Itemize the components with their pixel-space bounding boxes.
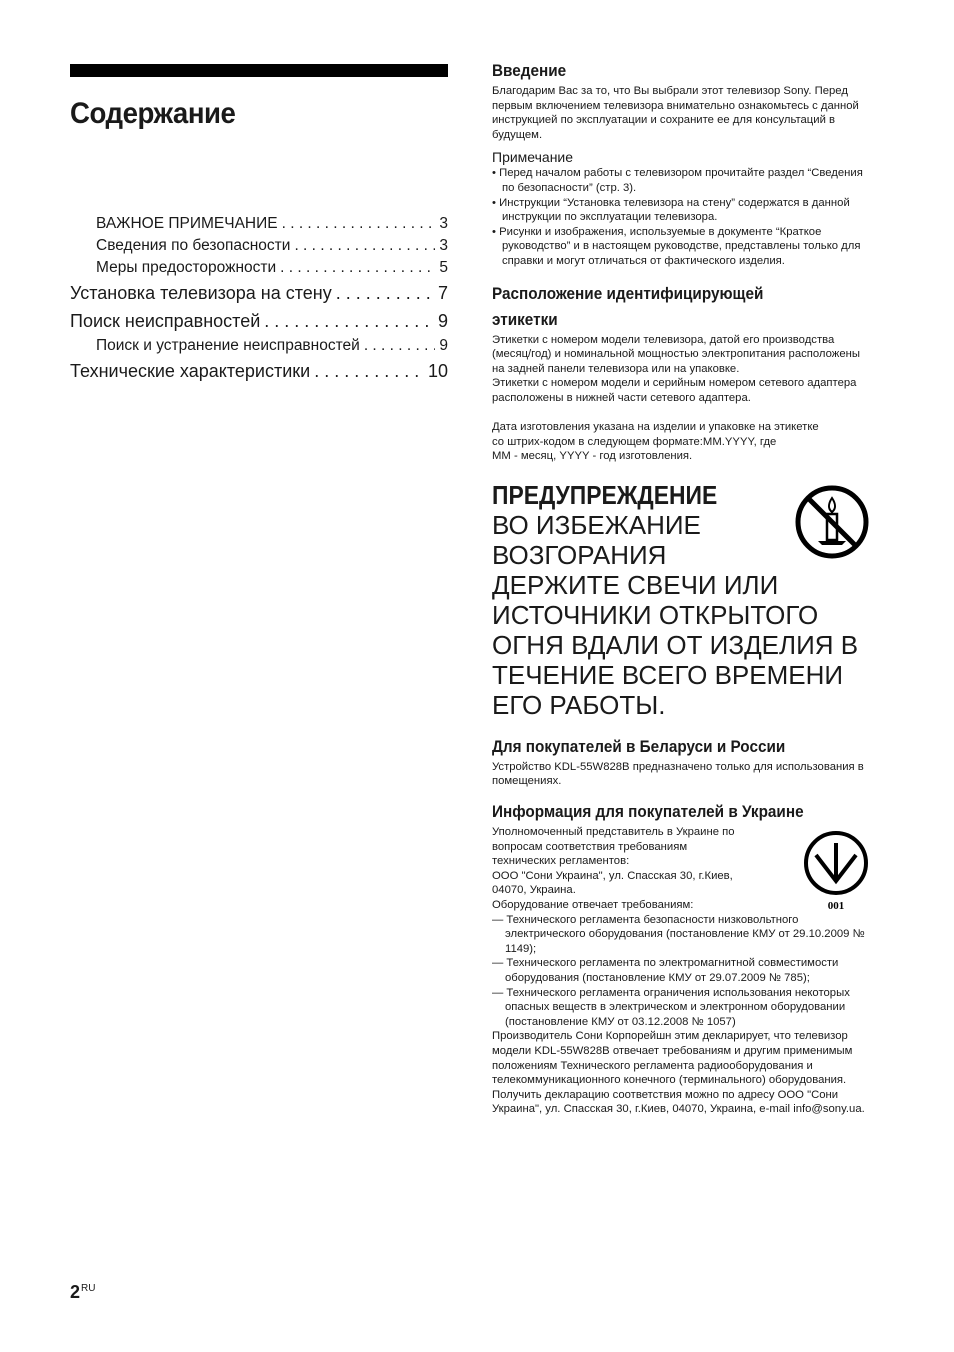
- toc-entry-page: 9: [437, 311, 448, 331]
- requirement-item: — Технического регламента ограничения использования некоторых опасных веществ в электрическом и электронном оборудовании (постановление КМУ от 03.12.2008 № 1057): [492, 986, 850, 1028]
- toc-entry-important-note[interactable]: [70, 215, 448, 237]
- toc-leader: [294, 237, 435, 255]
- warning-block: [492, 480, 872, 720]
- ukraine-line: ООО "Сони Украина", ул. Спасская 30, г.Киев,: [492, 869, 733, 882]
- toc-entry-wall-mount[interactable]: [70, 283, 448, 309]
- toc-leader: [336, 283, 434, 304]
- ukraine-line: вопросам соответствия требованиям: [492, 840, 688, 853]
- belarus-heading: Для покупателей в Беларуси и России: [492, 736, 786, 756]
- note-item: • Перед началом работы с телевизором прочитайте раздел “Сведения по безопасности” (стр. 3).: [492, 167, 863, 194]
- intro-text: Благодарим Вас за то, что Вы выбрали этот телевизор Sony. Перед первым включением телевизора внимательно ознакомьтесь с данной инструкцией по эксплуатации и сохраните ее для консультаций в будущем.: [492, 85, 859, 141]
- warning-line: ВОЗГОРАНИЯ: [492, 539, 667, 570]
- label-heading-line2: этикетки: [492, 309, 558, 329]
- toc-leader: [264, 311, 434, 332]
- page-number: [70, 1282, 95, 1303]
- toc-leader: [314, 361, 424, 382]
- belarus-text: Устройство KDL-55W828B предназначено только для использования в помещениях.: [492, 760, 864, 788]
- declaration-text: Производитель Сони Корпорейшн этим декларирует, что телевизор модели KDL-55W828B отвечает требованиям и другим применимым положениям Технического регламента радиооборудования и телекоммуникационного конечного (терминального) оборудования. Получить декларацию соответствия можно по адресу ООО "Сони Украина", ул. Спасская 30, г.Киев, 04070, Украина, e-mail info@sony.ua.: [492, 1030, 865, 1116]
- warning-line: ОГНЯ ВДАЛИ ОТ ИЗДЕЛИЯ В: [492, 629, 859, 660]
- ukraine-heading: Информация для покупателей в Украине: [492, 802, 804, 822]
- label-para-3-line1: Дата изготовления указана на изделии и упаковке на этикетке: [492, 421, 819, 434]
- toc-column: [70, 64, 448, 387]
- label-para-3-line3: MM - месяц, YYYY - год изготовления.: [492, 450, 693, 463]
- toc-list: [70, 215, 448, 387]
- ukrainian-conformity-mark-icon: [802, 829, 870, 911]
- requirement-item: — Технического регламента безопасности низковольтного электрического оборудования (постановление КМУ от 29.10.2009 № 1149);: [492, 913, 865, 955]
- content-column: [492, 58, 872, 1117]
- toc-entry-page: 3: [439, 215, 448, 232]
- warning-title: ПРЕДУПРЕЖДЕНИЕ: [492, 479, 718, 510]
- note-item: • Инструкции “Установка телевизора на стену” содержатся в данной инструкции по эксплуатации телевизора.: [492, 196, 850, 224]
- note-heading: Примечание: [492, 149, 574, 166]
- ukraine-line: Уполномоченный представитель в Украине по: [492, 826, 735, 839]
- toc-entry-label: Установка телевизора на стену: [70, 283, 332, 303]
- warning-line: ДЕРЖИТЕ СВЕЧИ ИЛИ: [492, 569, 779, 600]
- ukraine-line: 04070, Украина.: [492, 884, 576, 897]
- label-para-1: Этикетки с номером модели телевизора, датой его производства (месяц/год) и номинальной мощностью электропитания расположены на задней панели телевизора или на упаковке.: [492, 333, 860, 375]
- toc-entry-label: ВАЖНОЕ ПРИМЕЧАНИЕ: [96, 215, 278, 232]
- toc-leader: [280, 259, 435, 277]
- warning-line: ВО ИЗБЕЖАНИЕ: [492, 509, 701, 540]
- toc-entry-page: 5: [439, 259, 448, 276]
- note-item: • Рисунки и изображения, используемые в документе “Краткое руководство” и в настоящем руководстве, представлены только для справки и могут отличаться от фактического изделия.: [492, 225, 861, 267]
- toc-entry-label: Поиск неисправностей: [70, 311, 261, 331]
- toc-entry-troubleshooting-sub[interactable]: [70, 337, 448, 359]
- toc-entry-label: Технические характеристики: [70, 361, 311, 381]
- warning-line: ЕГО РАБОТЫ.: [492, 689, 666, 720]
- title-bar-decoration: [70, 64, 448, 77]
- ukraine-line: Оборудование отвечает требованиям:: [492, 899, 694, 912]
- toc-entry-label: Меры предосторожности: [96, 259, 277, 276]
- page-lang-code: RU: [81, 1283, 96, 1294]
- toc-entry-page: 10: [427, 361, 448, 381]
- ukraine-line: технических регламентов:: [492, 855, 630, 868]
- toc-entry-page: 3: [439, 237, 448, 254]
- toc-entry-specifications[interactable]: [70, 361, 448, 387]
- page-number-value: 2: [70, 1282, 81, 1302]
- toc-entry-precautions[interactable]: [70, 259, 448, 281]
- toc-entry-troubleshooting[interactable]: [70, 311, 448, 337]
- toc-entry-page: 7: [437, 283, 448, 303]
- label-para-2: Этикетки с номером модели и серийным номером сетевого адаптера расположены в нижней части сетевого адаптера.: [492, 377, 857, 404]
- toc-entry-label: Сведения по безопасности: [96, 237, 291, 254]
- toc-entry-safety[interactable]: [70, 237, 448, 259]
- mark-code: 001: [827, 900, 845, 912]
- toc-entry-page: 9: [439, 337, 448, 354]
- label-heading-line1: Расположение идентифицирующей: [492, 283, 764, 303]
- ukraine-block: [492, 825, 872, 1117]
- toc-leader: [282, 215, 436, 233]
- warning-line: ИСТОЧНИКИ ОТКРЫТОГО: [492, 599, 819, 630]
- intro-heading: Введение: [492, 61, 567, 80]
- label-para-3-line2: со штрих-кодом в следующем формате:MM.YYYY, где: [492, 435, 777, 448]
- toc-leader: [364, 337, 436, 355]
- toc-entry-label: Поиск и устранение неисправностей: [96, 337, 360, 354]
- warning-line: ТЕЧЕНИЕ ВСЕГО ВРЕМЕНИ: [492, 659, 844, 690]
- requirement-item: — Технического регламента по электромагнитной совместимости оборудования (постановление КМУ от 29.07.2009 № 785);: [492, 957, 839, 984]
- page-title: Содержание: [70, 97, 236, 130]
